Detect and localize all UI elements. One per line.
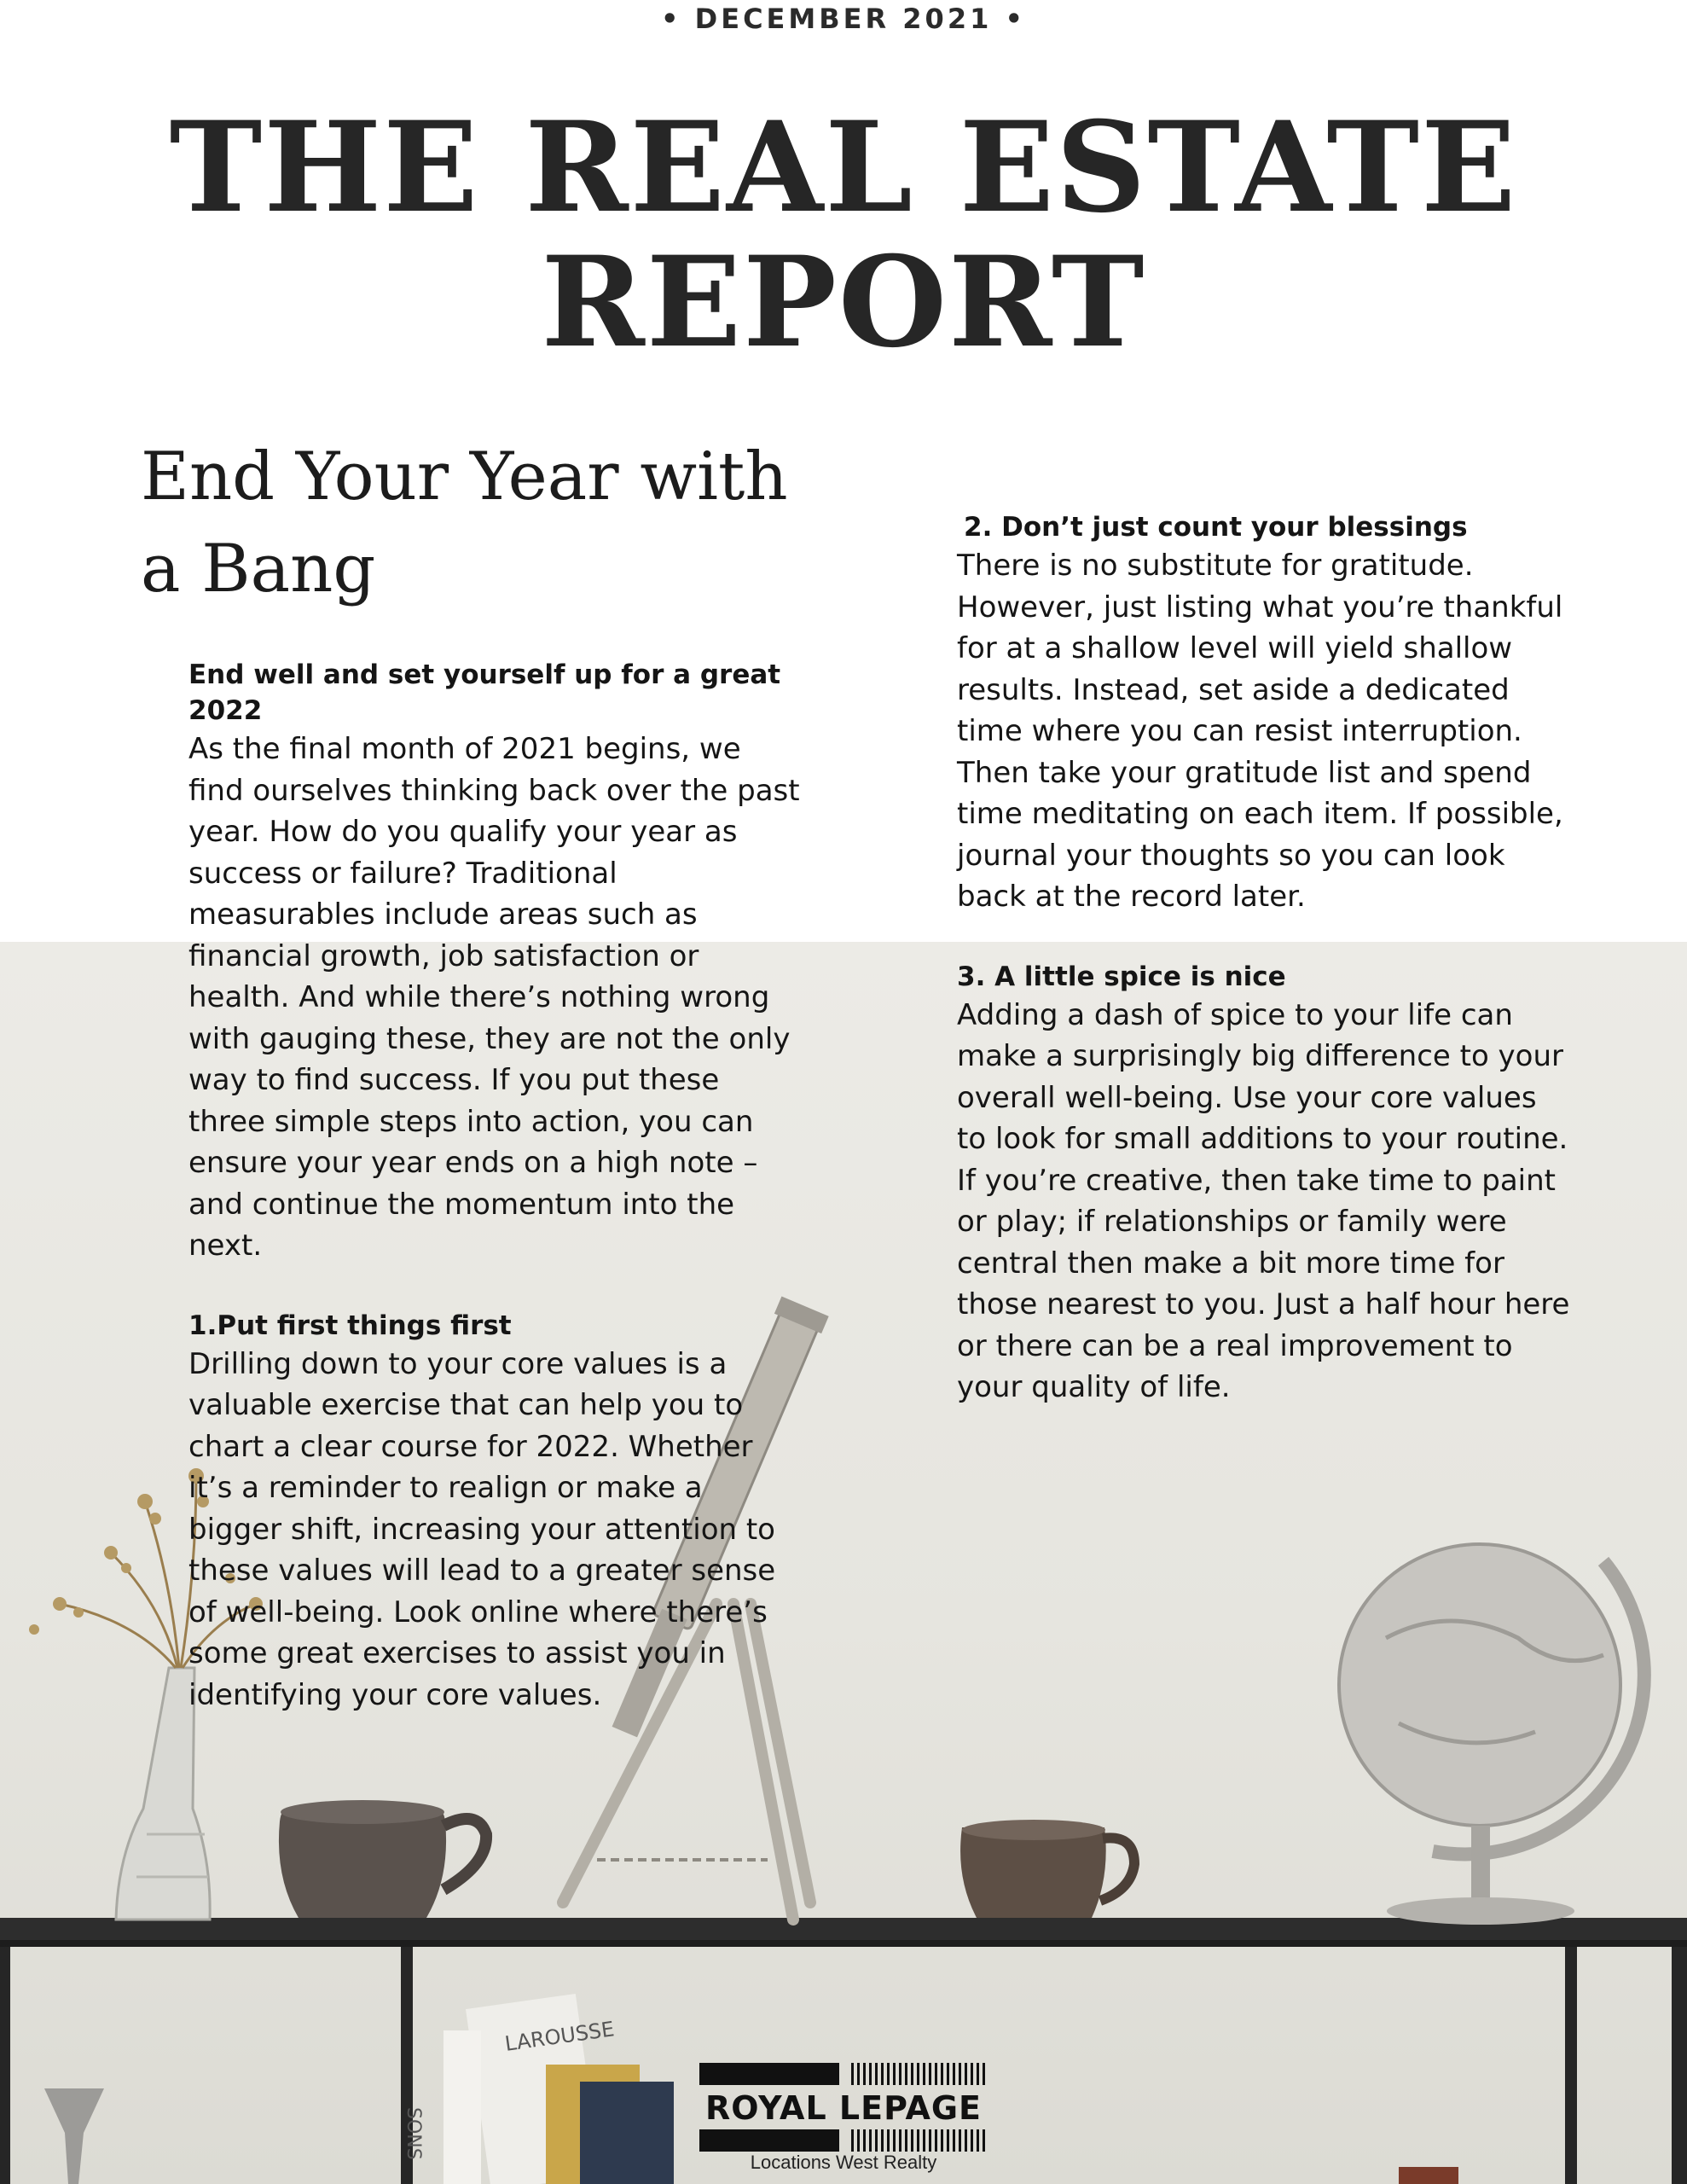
logo-solid-bar-bottom <box>699 2129 839 2152</box>
logo-office-name: Locations West Realty <box>750 2152 937 2173</box>
step3-body: Adding a dash of spice to your life can make a surprisingly big difference to your overall well-being. Use your core values to look for small additions to your routine. If you’re creative, then take time to paint or play; if relationships or family were central then make a bit more time for those nearest to you. Just a half hour here or there can be a real improvement to your quality of life. <box>957 997 1570 1404</box>
svg-text:LAROUSSE: LAROUSSE <box>503 2017 616 2056</box>
clay-cup-left <box>279 1800 486 1918</box>
step2-section <box>957 509 1571 918</box>
step1-heading: 1.Put first things first <box>188 1310 512 1341</box>
logo-striped-bar <box>851 2063 988 2085</box>
svg-text:SONS: SONS <box>403 2107 424 2160</box>
intro-body: As the final month of 2021 begins, we find ourselves thinking back over the past year. How do you qualify your year as success or failure? Traditional measurables include areas such as financial growth, job satisfaction or health. And while there’s nothing wrong with gauging these, they are not the only way to find success. If you put these three simple steps into action, you can ensure your year ends on a high note – and continue the momentum into the next. <box>188 732 800 1263</box>
step2-body: There is no substitute for gratitude. However, just listing what you’re thankful for at a shallow level will yield shallow results. Instead, set aside a dedicated time where you can resist interruption. Then take your gratitude list and spend time meditating on each item. If possible, journal your thoughts so you can look back at the record later. <box>957 549 1563 914</box>
step3-heading: 3. A little spice is nice <box>957 961 1286 992</box>
step3-section <box>957 959 1571 1409</box>
logo-bars-top <box>699 2063 988 2085</box>
logo-striped-bar-bottom <box>851 2129 988 2152</box>
candlestick <box>44 2088 104 2184</box>
issue-date: • DECEMBER 2021 • <box>661 3 1026 35</box>
step1-section <box>188 1308 803 1716</box>
step1-body: Drilling down to your core values is a valuable exercise that can help you to chart a clear course for 2022. Whether it’s a reminder to realign or make a bigger shift, increasing your attention to these values will lead to a greater sense of well-being. Look online where there’s some great exercises to assist you in identifying your core values. <box>188 1346 776 1712</box>
step2-heading: 2. Don’t just count your blessings <box>964 512 1468 543</box>
intro-heading: End well and set yourself up for a great 2022 <box>188 659 781 726</box>
royal-lepage-logo <box>699 2063 988 2184</box>
intro-section <box>188 657 803 1267</box>
logo-solid-bar <box>699 2063 839 2085</box>
article-column-left <box>188 657 803 1757</box>
globe <box>1339 1544 1644 1925</box>
masthead-title <box>0 95 1687 375</box>
article-title: End Your Year with a Bang <box>141 439 788 607</box>
logo-bars-bottom <box>699 2129 988 2152</box>
article-column-right <box>957 509 1571 1449</box>
masthead-line-2: REPORT <box>541 229 1146 375</box>
clay-cup-right <box>960 1820 1134 1918</box>
logo-brand-name: ROYAL LEPAGE <box>704 2089 983 2127</box>
masthead-line-1: THE REAL ESTATE <box>169 95 1518 241</box>
